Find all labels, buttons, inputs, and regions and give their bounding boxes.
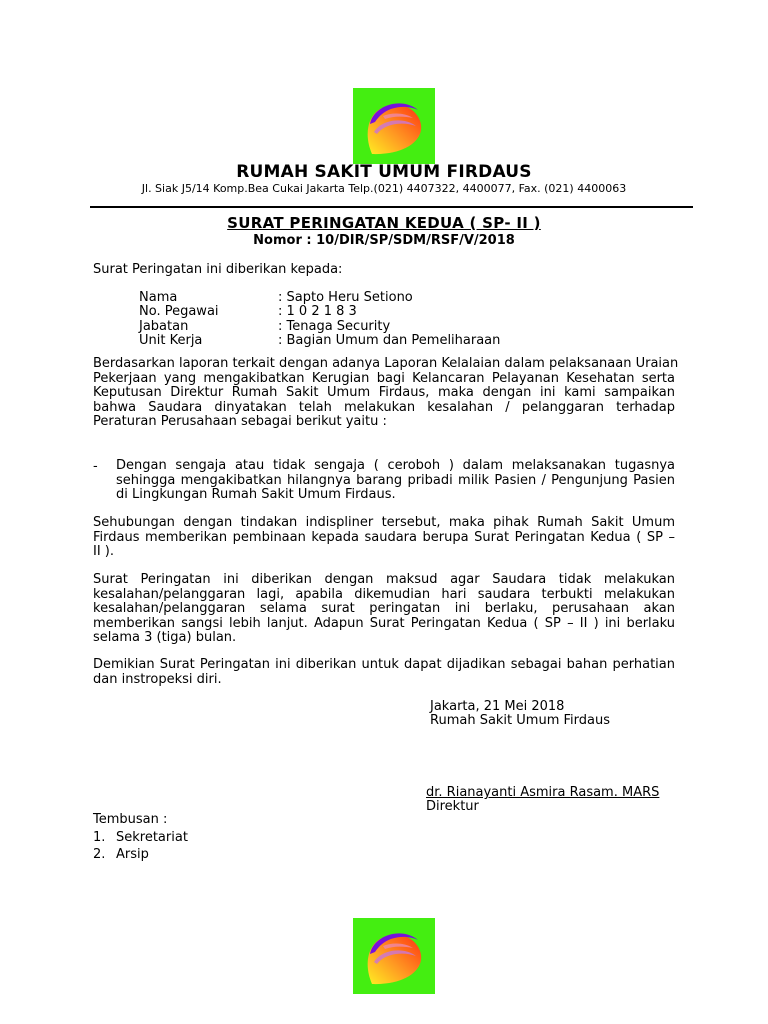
cc-item-number: 2.	[93, 847, 106, 862]
employee-row-unit	[139, 334, 500, 348]
paragraph-line: Firdaus memberikan pembinaan kepada saudara berupa Surat Peringatan Kedua ( SP –	[93, 529, 675, 545]
letter-intro: Surat Peringatan ini diberikan kepada:	[93, 262, 343, 277]
cc-label: Tembusan :	[93, 812, 168, 827]
field-value: : Bagian Umum dan Pemeliharaan	[278, 332, 501, 348]
cc-item-text: Arsip	[116, 847, 149, 862]
employee-row-id	[139, 305, 500, 319]
cc-item	[93, 847, 149, 862]
paragraph-line: bahwa Saudara dinyatakan telah melakukan kesalahan / pelanggaran terhadap	[93, 399, 675, 415]
paragraph-line: Keputusan Direktur Rumah Sakit Umum Firdaus, maka dengan ini kami sampaikan	[93, 385, 675, 400]
paragraph-line: selama 3 (tiga) bulan.	[93, 630, 237, 645]
paragraph-line: II ).	[93, 544, 115, 559]
signature-place-date: Jakarta, 21 Mei 2018	[430, 699, 565, 714]
hospital-logo-icon	[353, 918, 435, 994]
violation-bullet	[116, 459, 675, 503]
employee-row-name	[139, 291, 500, 305]
paragraph-line: Surat Peringatan ini diberikan dengan maksud agar Saudara tidak melakukan	[93, 572, 675, 587]
letter-number: Nomor : 10/DIR/SP/SDM/RSF/V/2018	[253, 233, 515, 248]
paragraph-line: dan instropeksi diri.	[93, 671, 222, 687]
paragraph-line: Pekerjaan yang mengakibatkan Kerugian bagi Kelancaran Pelayanan Kesehatan serta	[93, 370, 675, 386]
cc-item	[93, 830, 188, 845]
field-value: : Tenaga Security	[278, 318, 391, 334]
field-label: Nama	[139, 290, 178, 305]
employee-row-position	[139, 320, 500, 334]
paragraph-line: Demikian Surat Peringatan ini diberikan untuk dapat dijadikan sebagai bahan perhatian	[93, 657, 675, 672]
field-label: Jabatan	[139, 318, 189, 334]
paragraph-line: kesalahan/pelanggaran lagi, apabila dikemudian hari saudara terbukti melakukan	[93, 586, 675, 602]
paragraph-action	[93, 516, 675, 560]
signatory-name: dr. Rianayanti Asmira Rasam. MARS	[426, 785, 660, 800]
organization-address: Jl. Siak J5/14 Komp.Bea Cukai Jakarta Telp.(021) 4407322, 4400077, Fax. (021) 4400063	[141, 182, 627, 195]
paragraph-purpose	[93, 573, 675, 646]
paragraph-line: kesalahan/pelanggaran selama surat peringatan ini berlaku, perusahaan akan	[93, 601, 675, 616]
paragraph-line: Dengan sengaja atau tidak sengaja ( ceroboh ) dalam melaksanakan tugasnya	[116, 458, 675, 473]
bullet-dash: -	[93, 459, 98, 474]
paragraph-closing	[93, 658, 675, 687]
paragraph-line: Sehubungan dengan tindakan indispliner tersebut, maka pihak Rumah Sakit Umum	[93, 515, 675, 530]
organization-name: RUMAH SAKIT UMUM FIRDAUS	[236, 162, 532, 182]
signature-organization: Rumah Sakit Umum Firdaus	[430, 713, 610, 728]
paragraph-line: di Lingkungan Rumah Sakit Umum Firdaus.	[116, 487, 396, 502]
paragraph-line: Peraturan Perusahaan sebagai berikut yaitu :	[93, 414, 387, 429]
paragraph-line: memberikan sangsi lebih lanjut. Adapun Surat Peringatan Kedua ( SP – II ) ini berlaku	[93, 615, 675, 631]
cc-item-text: Sekretariat	[116, 830, 188, 845]
signatory-role: Direktur	[426, 799, 479, 814]
letter-title: SURAT PERINGATAN KEDUA ( SP- II )	[227, 214, 541, 232]
field-label: No. Pegawai	[139, 304, 219, 320]
paragraph-line: sehingga mengakibatkan hilangnya barang pribadi milik Pasien / Pengunjung Pasien	[116, 472, 675, 488]
paragraph-background	[93, 356, 679, 430]
field-label: Unit Kerja	[139, 332, 203, 348]
employee-details	[139, 291, 500, 348]
header-divider	[90, 206, 693, 208]
hospital-logo-icon	[353, 88, 435, 164]
field-value: : 1 0 2 1 8 3	[278, 304, 357, 320]
paragraph-line: Berdasarkan laporan terkait dengan adanya Laporan Kelalaian dalam pelaksanaan Uraian	[93, 356, 679, 371]
cc-item-number: 1.	[93, 830, 106, 845]
field-value: : Sapto Heru Setiono	[278, 290, 413, 305]
